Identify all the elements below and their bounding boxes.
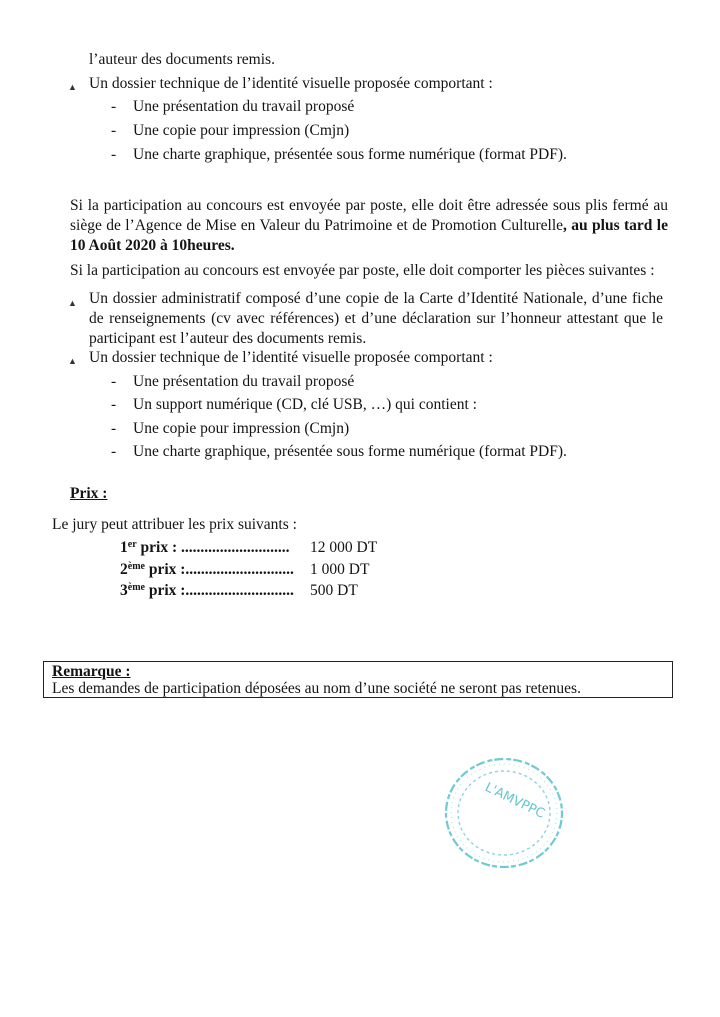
- stamp-text: L'AMVPPC: [482, 780, 547, 822]
- prize-amount: 1 000 DT: [310, 561, 370, 578]
- prize-row: [120, 560, 370, 580]
- prize-label: prix :............................: [144, 561, 294, 578]
- prize-label: prix :............................: [144, 582, 294, 599]
- prize-amount: 500 DT: [310, 582, 358, 599]
- dash-icon: -: [111, 396, 117, 413]
- intro-line-end: l’auteur des documents remis.: [89, 51, 275, 68]
- prix-intro: Le jury peut attribuer les prix suivants :: [52, 516, 297, 533]
- prize-rank-suffix: ème: [127, 561, 145, 572]
- remarque-text: Les demandes de participation déposées au nom d’une société ne seront pas retenues.: [52, 680, 581, 697]
- post-paragraph-1: [70, 196, 668, 256]
- post-paragraph-1-text: Si la participation au concours est envoyée par poste, elle doit être adressée sous plis fermé au siège de l’Agence de Mise en Valeur du Patrimoine et de Promotion Culturelle: [70, 197, 668, 234]
- triangle-bullet-icon: ▲: [68, 82, 77, 92]
- prize-row: [120, 538, 378, 558]
- dash-icon: -: [111, 98, 117, 115]
- dash-icon: -: [111, 420, 117, 437]
- remarque-box: [43, 661, 673, 698]
- tech-bullet-2: Un dossier technique de l’identité visuelle proposée comportant :: [89, 349, 493, 366]
- admin-bullet: Un dossier administratif composé d’une copie de la Carte d’Identité Nationale, d’une fiche de renseignements (cv avec références) et d’une déclaration sur l’honneur attestant que le participant est l’auteur des documents remis.: [89, 290, 663, 347]
- list-item: Une copie pour impression (Cmjn): [133, 420, 350, 437]
- list-item: Une présentation du travail proposé: [133, 373, 355, 390]
- list-item: Une charte graphique, présentée sous forme numérique (format PDF).: [133, 146, 567, 163]
- triangle-bullet-icon: ▲: [68, 298, 77, 308]
- prize-label: prix : ............................: [136, 539, 290, 556]
- prix-heading: Prix :: [70, 485, 108, 502]
- post-paragraph-2: Si la participation au concours est envoyée par poste, elle doit comporter les pièces suivantes :: [70, 262, 655, 279]
- prize-rank-suffix: ème: [127, 582, 145, 593]
- triangle-bullet-icon: ▲: [68, 356, 77, 366]
- prize-amount: 12 000 DT: [310, 539, 378, 556]
- list-item: Un support numérique (CD, clé USB, …) qui contient :: [133, 396, 477, 413]
- dash-icon: -: [111, 443, 117, 460]
- dash-icon: -: [111, 146, 117, 163]
- dash-icon: -: [111, 122, 117, 139]
- deadline-text: , au plus tard le 10 Août 2020 à 10heures.: [70, 217, 668, 254]
- dash-icon: -: [111, 373, 117, 390]
- prize-rank: 3: [120, 582, 128, 599]
- prize-row: [120, 581, 358, 601]
- official-stamp: [440, 755, 570, 875]
- prize-rank: 2: [120, 561, 128, 578]
- remarque-title: Remarque :: [52, 663, 131, 680]
- list-item: Une charte graphique, présentée sous forme numérique (format PDF).: [133, 443, 567, 460]
- list-item: Une présentation du travail proposé: [133, 98, 355, 115]
- prize-rank: 1: [120, 539, 128, 556]
- tech-bullet-1: Un dossier technique de l’identité visuelle proposée comportant :: [89, 75, 493, 92]
- prize-rank-suffix: er: [127, 539, 137, 550]
- list-item: Une copie pour impression (Cmjn): [133, 122, 350, 139]
